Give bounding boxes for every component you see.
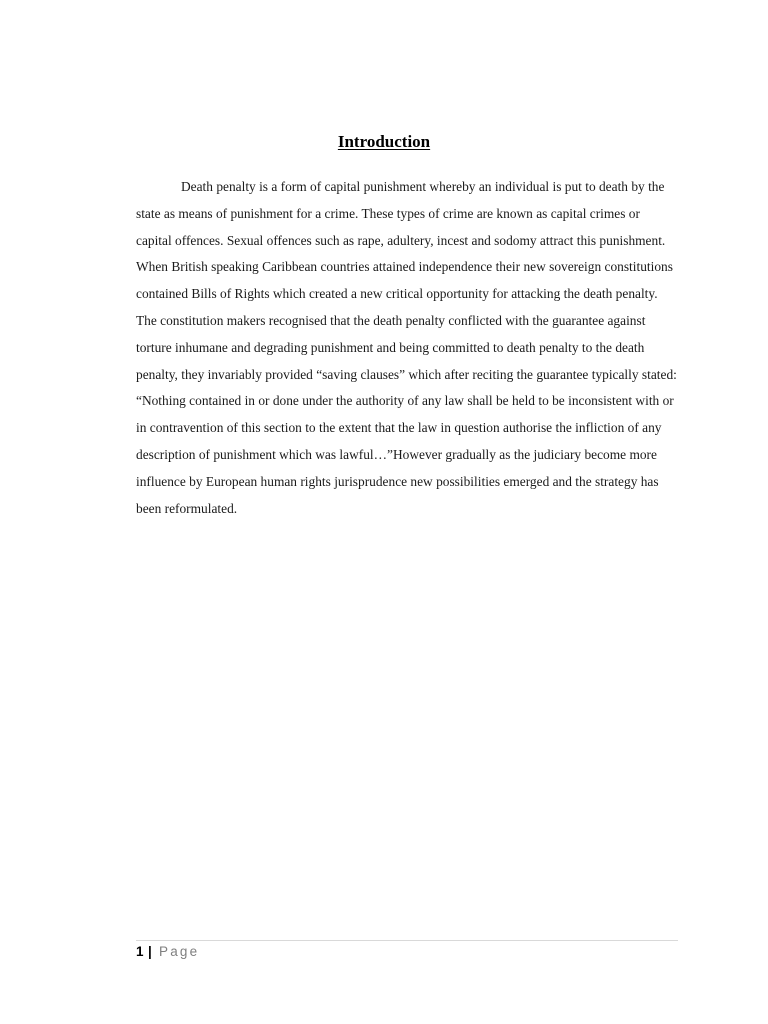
body-paragraph: Death penalty is a form of capital punishment whereby an individual is put to death by the state as means of punishment for a crime. These types of crime are known as capital crimes or capital offences. Sexual offences such as rape, adultery, incest and sodomy attract this punishment. When British speaking Caribbean countries attained independence their new sovereign constitutions contained Bills of Rights which created a new critical opportunity for attacking the death penalty. The constitution makers recognised that the death penalty conflicted with the guarantee against torture inhumane and degrading punishment and being committed to death penalty to the death penalty, they invariably provided “saving clauses” which after reciting the guarantee typically stated: “Nothing contained in or done under the authority of any law shall be held to be inconsistent with or in contravention of this section to the extent that the law in question authorise the infliction of any description of punishment which was lawful…”However gradually as the judiciary become more influence by European human rights jurisprudence new possibilities emerged and the strategy has been reformulated. (136, 179, 677, 516)
page-footer (136, 940, 678, 965)
document-title: Introduction (337, 132, 431, 151)
footer-page-number: 1 (136, 944, 144, 959)
footer-separator: | (148, 944, 152, 959)
footer-page-label: Page (159, 944, 200, 959)
